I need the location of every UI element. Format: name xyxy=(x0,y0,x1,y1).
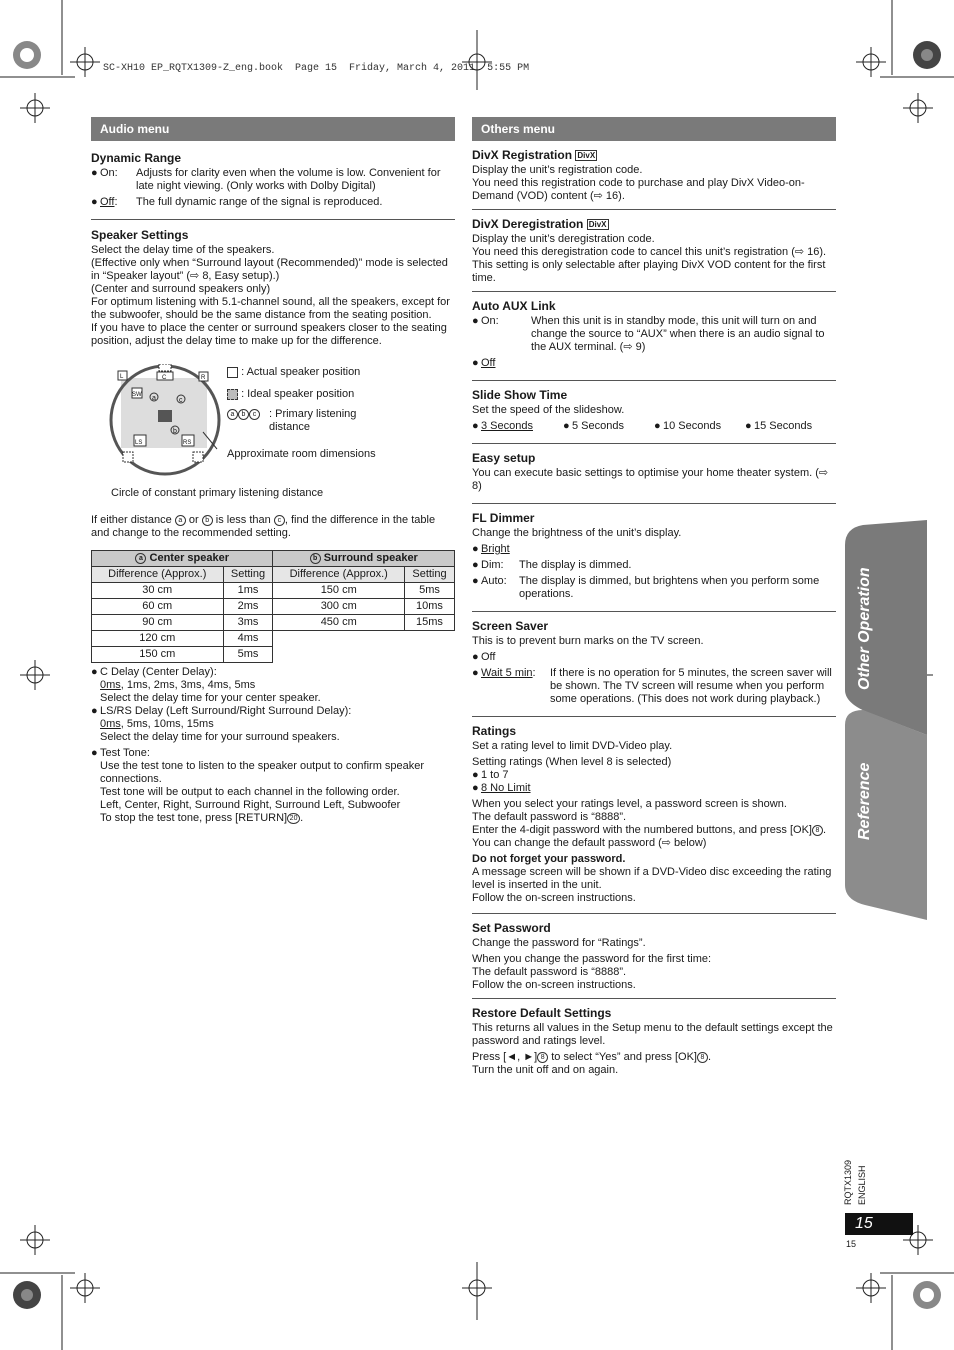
page-number-small: 15 xyxy=(846,1239,857,1249)
speaker-diagram xyxy=(91,356,455,506)
easy-setup-title: Easy setup xyxy=(472,451,536,465)
slide-show-title: Slide Show Time xyxy=(472,388,568,402)
label-RS: RS xyxy=(183,440,192,446)
divx-registration-title: DivX Registration xyxy=(472,148,573,162)
fl-dimmer-title: FL Dimmer xyxy=(472,511,535,525)
legend-primary: a b c : Primary listening distance xyxy=(227,408,377,434)
set-password-section: Set Password Change the password for “Ratings”. When you change the password for the first time: The default password is “8888”. Follow the on-screen instructions. xyxy=(472,914,836,999)
difference-instructions: If either distance a or b is less than c , find the difference in the table and change to the recommended setting. xyxy=(91,514,436,539)
label-b: b xyxy=(173,428,177,435)
divx-badge: DivX xyxy=(577,151,596,161)
dynamic-range-on: ● On: Adjusts for clarity even when the volume is low. Convenient for late night viewing. (Only works with Dolby Digital) xyxy=(91,167,441,192)
ideal-speaker-icon xyxy=(227,389,238,400)
restore-defaults-section: Restore Default Settings This returns all values in the Setup menu to the default settings except the password and ratings level. Press [◄, ►] 8 to select “Yes” and press [OK] 8 . Turn the unit off and on again. xyxy=(472,999,836,1077)
delay-table xyxy=(91,550,455,663)
label-R: R xyxy=(201,375,206,381)
dynamic-range-off: ● Off: The full dynamic range of the signal is reproduced. xyxy=(91,196,383,208)
speaker-text-2: (Effective only when “Surround layout (Recommended)” mode is selected in “Speaker layout” (⇨ 8, Easy setup).) xyxy=(91,257,448,282)
slide-option: ● 15 Seconds xyxy=(745,420,813,432)
center-speaker-header: a Center speaker xyxy=(92,551,273,567)
divx-registration-section: DivX Registration DivX Display the unit’s registration code. You need this registration code to purchase and play DivX Video-on-Demand (VOD) content (⇨ 16). xyxy=(472,148,836,210)
speaker-text-4: For optimum listening with 5.1-channel sound, all the speakers, except for the subwoofer, should be the same distance from the seating position. xyxy=(91,296,450,321)
delay-options xyxy=(91,666,455,825)
actual-speaker-icon xyxy=(227,367,238,378)
speaker-text-5: If you have to place the center or surround speakers closer to the seating position, adjust the delay time to make up for the difference. xyxy=(91,322,447,347)
auto-aux-section: Auto AUX Link ● On: When this unit is in standby mode, this unit will turn on and change the source to “AUX” when there is an audio signal to the AUX terminal. (⇨ 9) ● Off xyxy=(472,292,836,381)
legend-actual: : Actual speaker position xyxy=(227,366,360,379)
others-menu-title: Others menu xyxy=(472,117,836,141)
easy-setup-section: Easy setup You can execute basic settings to optimise your home theater system. (⇨ 8) xyxy=(472,444,836,504)
slide-show-section: Slide Show Time Set the speed of the slideshow. ● 3 Seconds ● 5 Seconds ● 10 Seconds ● 15 Seconds xyxy=(472,381,836,444)
slide-option: ● 3 Seconds xyxy=(472,420,533,432)
label-SW: SW xyxy=(132,392,142,398)
abc-icons: a b c xyxy=(227,408,260,421)
set-password-title: Set Password xyxy=(472,921,551,935)
file-header: SC-XH10 EP_RQTX1309-Z_eng.book Page 15 Friday, March 4, 2011 5:55 PM xyxy=(103,63,530,74)
auto-aux-title: Auto AUX Link xyxy=(472,299,556,313)
table-row: 120 cm 4ms xyxy=(92,631,455,647)
divx-deregistration-section: DivX Deregistration DivX Display the unit’s deregistration code. You need this deregistration code to cancel this unit’s registration (⇨ 16). This setting is only selectable after playing DivX VOD content for the first time. xyxy=(472,210,836,292)
test-tone: ● Test Tone: Use the test tone to listen to the speaker output to confirm speaker connections. Test tone will be output to each channel in the following order. Left, Center, Right, Surround Right, Surround Left, Subwoofer To stop the test tone, press [RETURN] 20 . xyxy=(91,747,425,824)
audio-column xyxy=(91,151,455,825)
slide-option: ● 10 Seconds xyxy=(654,420,722,432)
language-label: ENGLISH xyxy=(857,1165,867,1205)
label-c: c xyxy=(179,397,183,404)
tab-other-operation[interactable]: Other Operation xyxy=(856,567,873,690)
doc-code: RQTX1309 xyxy=(843,1159,853,1205)
screen-saver-section: Screen Saver This is to prevent burn marks on the TV screen. ● Off ● Wait 5 min: If there is no operation for 5 minutes, the screen saver will be shown. The TV screen will resume when you perform some operations. (This does not work during playback.) xyxy=(472,612,836,717)
speaker-settings-section xyxy=(91,220,455,825)
col-diff: Difference (Approx.) xyxy=(92,567,224,583)
table-row: 30 cm 1ms 150 cm 5ms xyxy=(92,583,455,599)
slide-option: ● 5 Seconds xyxy=(563,420,624,432)
restore-defaults-title: Restore Default Settings xyxy=(472,1006,612,1020)
audio-menu-title: Audio menu xyxy=(91,117,455,141)
page-number-box: 15 xyxy=(845,1213,913,1235)
legend-room: Approximate room dimensions xyxy=(227,448,376,460)
table-row: 150 cm 5ms xyxy=(92,647,455,663)
screen-saver-title: Screen Saver xyxy=(472,619,549,633)
label-a: a xyxy=(152,395,156,402)
divx-badge: DivX xyxy=(588,220,607,230)
label-L: L xyxy=(120,374,124,380)
ratings-title: Ratings xyxy=(472,724,517,738)
table-row: 60 cm 2ms 300 cm 10ms xyxy=(92,599,455,615)
lsrs-delay: ● LS/RS Delay (Left Surround/Right Surround Delay): 0ms, 5ms, 10ms, 15ms Select the delay time for your surround speakers. xyxy=(91,705,352,743)
c-delay: ● C Delay (Center Delay): 0ms, 1ms, 2ms, 3ms, 4ms, 5ms Select the delay time for your center speaker. xyxy=(91,666,321,704)
speaker-text-1: Select the delay time of the speakers. xyxy=(91,244,275,256)
label-C: C xyxy=(162,375,167,381)
dynamic-range-title: Dynamic Range xyxy=(91,151,182,165)
ratings-section: Ratings Set a rating level to limit DVD-Video play. Setting ratings (When level 8 is selected) ● 1 to 7 ● 8 No Limit When you select your ratings level, a password screen is shown. The default password is “8888”. Enter the 4-digit password with the numbered buttons, and press [OK] 8 . You can change the default password (⇨ below) Do not forget your password. A message screen will be shown if a DVD-Video disc exceeding the rating level is inserted in the unit. Follow the on-screen instructions. xyxy=(472,717,836,914)
speaker-settings-title: Speaker Settings xyxy=(91,228,189,242)
others-column xyxy=(472,148,836,1077)
tab-reference[interactable]: Reference xyxy=(856,762,873,840)
speaker-text-3: (Center and surround speakers only) xyxy=(91,283,271,295)
speaker-layout-diagram xyxy=(107,364,227,484)
surround-speaker-header: b Surround speaker xyxy=(273,551,455,567)
col-setting: Setting xyxy=(223,567,273,583)
fl-dimmer-section: FL Dimmer Change the brightness of the unit’s display. ● Bright ● Dim: The display is dimmed. ● Auto: The display is dimmed, but brightens when you perform some operations. xyxy=(472,504,836,612)
dynamic-range-section xyxy=(91,151,455,220)
circle-caption: Circle of constant primary listening distance xyxy=(111,487,324,499)
legend-ideal: : Ideal speaker position xyxy=(227,388,354,401)
col-setting: Setting xyxy=(404,567,454,583)
label-LS: LS xyxy=(135,440,143,446)
col-diff: Difference (Approx.) xyxy=(273,567,405,583)
divx-deregistration-title: DivX Deregistration xyxy=(472,217,584,231)
table-row: 90 cm 3ms 450 cm 15ms xyxy=(92,615,455,631)
